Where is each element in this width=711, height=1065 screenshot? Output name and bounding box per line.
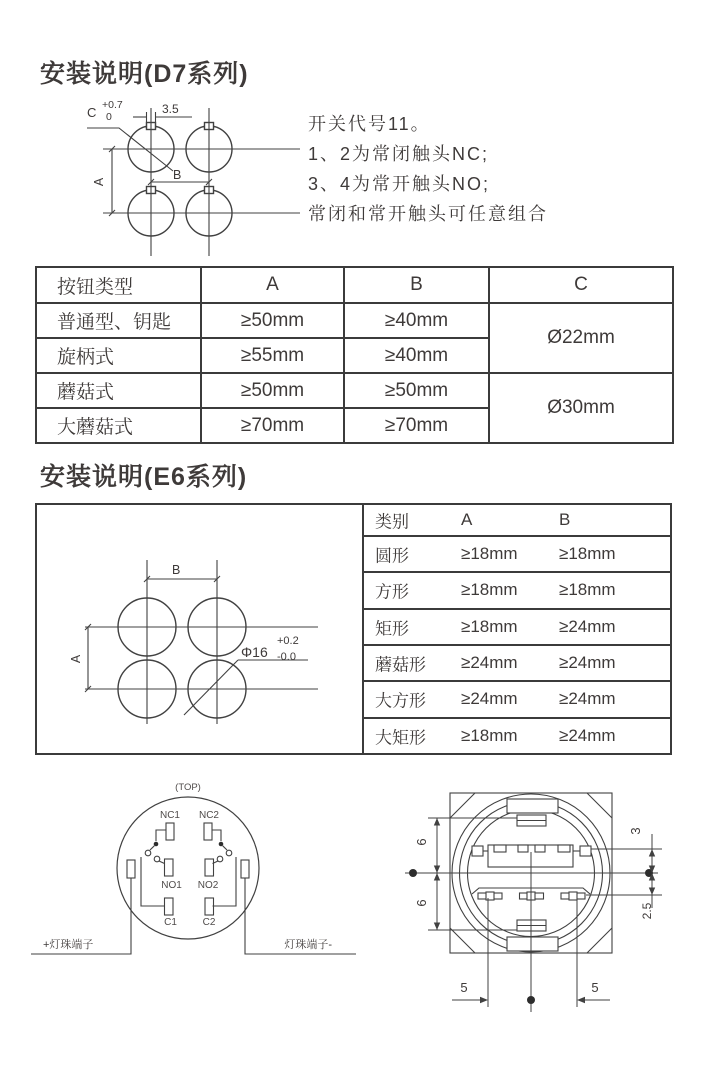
dim-left-top-label: 6: [414, 838, 429, 846]
cell-a: ≥18mm: [461, 616, 518, 636]
diameter-lower-tolerance: -0.0: [277, 651, 296, 663]
cell-b: ≥18mm: [559, 580, 616, 600]
dim-c-lower-tolerance: 0: [106, 111, 112, 123]
cell-c-merged: Ø30mm: [489, 373, 673, 443]
e6-panel: [35, 503, 672, 755]
e6-hole-circles: [118, 598, 246, 718]
cell-a: ≥50mm: [201, 303, 344, 338]
cell-c-merged: Ø22mm: [489, 303, 673, 373]
cell-type: 大方形: [375, 691, 426, 711]
col-header-c: C: [489, 267, 673, 303]
diameter-label: Φ16: [241, 644, 268, 660]
lamp-negative-label: 灯珠端子-: [284, 939, 332, 951]
dim-left-bottom-label: 6: [414, 899, 429, 907]
section-title-d7: 安装说明(D7系列): [40, 60, 249, 88]
table-row: [364, 682, 670, 718]
switch-body-outline: [117, 797, 259, 939]
note-line: 1、2为常闭触头NC;: [308, 144, 490, 164]
col-header-a: A: [201, 267, 344, 303]
cell-b: ≥70mm: [344, 408, 489, 443]
contact-wiring: [31, 830, 356, 954]
section-title-e6: 安装说明(E6系列): [40, 463, 248, 491]
d7-notes: [308, 109, 548, 229]
terminal-wiring-diagram: [25, 778, 370, 978]
col-header-b: B: [344, 267, 489, 303]
table-header-row: [36, 267, 673, 303]
contact-points: [145, 842, 232, 862]
cell-a: ≥24mm: [461, 689, 518, 709]
dim-a-label: A: [69, 654, 83, 664]
cell-type: 普通型、钥匙: [36, 303, 201, 338]
cell-a: ≥18mm: [461, 580, 518, 600]
cell-a: ≥70mm: [201, 408, 344, 443]
table-row: [36, 303, 673, 338]
cell-type: 蘑菇式: [36, 373, 201, 408]
e6-mounting-drawing: [37, 505, 362, 753]
note-line: 开关代号11。: [308, 114, 431, 134]
cell-type: 旋柄式: [36, 338, 201, 373]
cell-type: 蘑菇形: [375, 655, 426, 675]
rear-view-dimension-diagram: [395, 778, 705, 1028]
dim-b-label: B: [172, 563, 181, 577]
table-row: [364, 719, 670, 753]
col-header-type: 按钮类型: [36, 267, 201, 303]
cell-b: ≥40mm: [344, 338, 489, 373]
note-line: 3、4为常开触头NO;: [308, 174, 491, 194]
col-header-type: 类别: [375, 512, 409, 532]
table-row: [364, 610, 670, 646]
terminal-label-no2: NO2: [197, 880, 219, 891]
cell-a: ≥18mm: [461, 544, 518, 564]
e6-drawing-panel: [37, 505, 362, 753]
terminal-label-c1: C1: [164, 917, 177, 928]
terminal-label-nc1: NC1: [159, 810, 181, 821]
cell-b: ≥50mm: [344, 373, 489, 408]
dim-c-label: C: [87, 105, 97, 120]
cell-a: ≥18mm: [461, 725, 518, 745]
lamp-positive-label: +灯珠端子: [43, 939, 94, 951]
cell-b: ≥18mm: [559, 544, 616, 564]
dim-right-bottom-label: 2.5: [640, 902, 654, 920]
cell-a: ≥55mm: [201, 338, 344, 373]
cell-type: 方形: [375, 582, 409, 602]
d7-mounting-drawing: [80, 95, 315, 265]
diameter-upper-tolerance: +0.2: [277, 635, 299, 647]
table-row: [364, 537, 670, 573]
col-header-b: B: [559, 510, 571, 529]
terminal-pins: [127, 823, 249, 915]
table-row: [364, 646, 670, 682]
dim-bottom-right-label: 5: [591, 980, 599, 995]
terminal-label-nc2: NC2: [198, 810, 220, 821]
cell-b: ≥24mm: [559, 616, 616, 636]
table-row: [364, 573, 670, 609]
cell-type: 圆形: [375, 546, 409, 566]
cell-b: ≥40mm: [344, 303, 489, 338]
note-line: 常闭和常开触头可任意组合: [308, 204, 548, 224]
dim-bottom-left-label: 5: [460, 980, 468, 995]
dim-b-label: B: [173, 168, 182, 182]
cell-type: 矩形: [375, 619, 409, 639]
cell-b: ≥24mm: [559, 653, 616, 673]
dim-right-top-label: 3: [628, 827, 643, 835]
dim-c-upper-tolerance: +0.7: [102, 99, 123, 111]
col-header-a: A: [461, 510, 473, 529]
d7-spec-table: [35, 266, 674, 444]
e6-spec-table: [362, 505, 670, 753]
top-view-label: (TOP): [175, 782, 201, 793]
cell-type: 大矩形: [375, 728, 426, 748]
table-row: [36, 373, 673, 408]
table-header-row: [364, 505, 670, 537]
dim-a-label: A: [92, 177, 106, 187]
cell-type: 大蘑菇式: [36, 408, 201, 443]
cell-b: ≥24mm: [559, 725, 616, 745]
terminal-label-no1: NO1: [161, 880, 182, 891]
cell-b: ≥24mm: [559, 689, 616, 709]
cell-a: ≥50mm: [201, 373, 344, 408]
terminal-label-c2: C2: [202, 917, 216, 928]
dim-3-5-label: 3.5: [162, 102, 179, 116]
cell-a: ≥24mm: [461, 653, 518, 673]
